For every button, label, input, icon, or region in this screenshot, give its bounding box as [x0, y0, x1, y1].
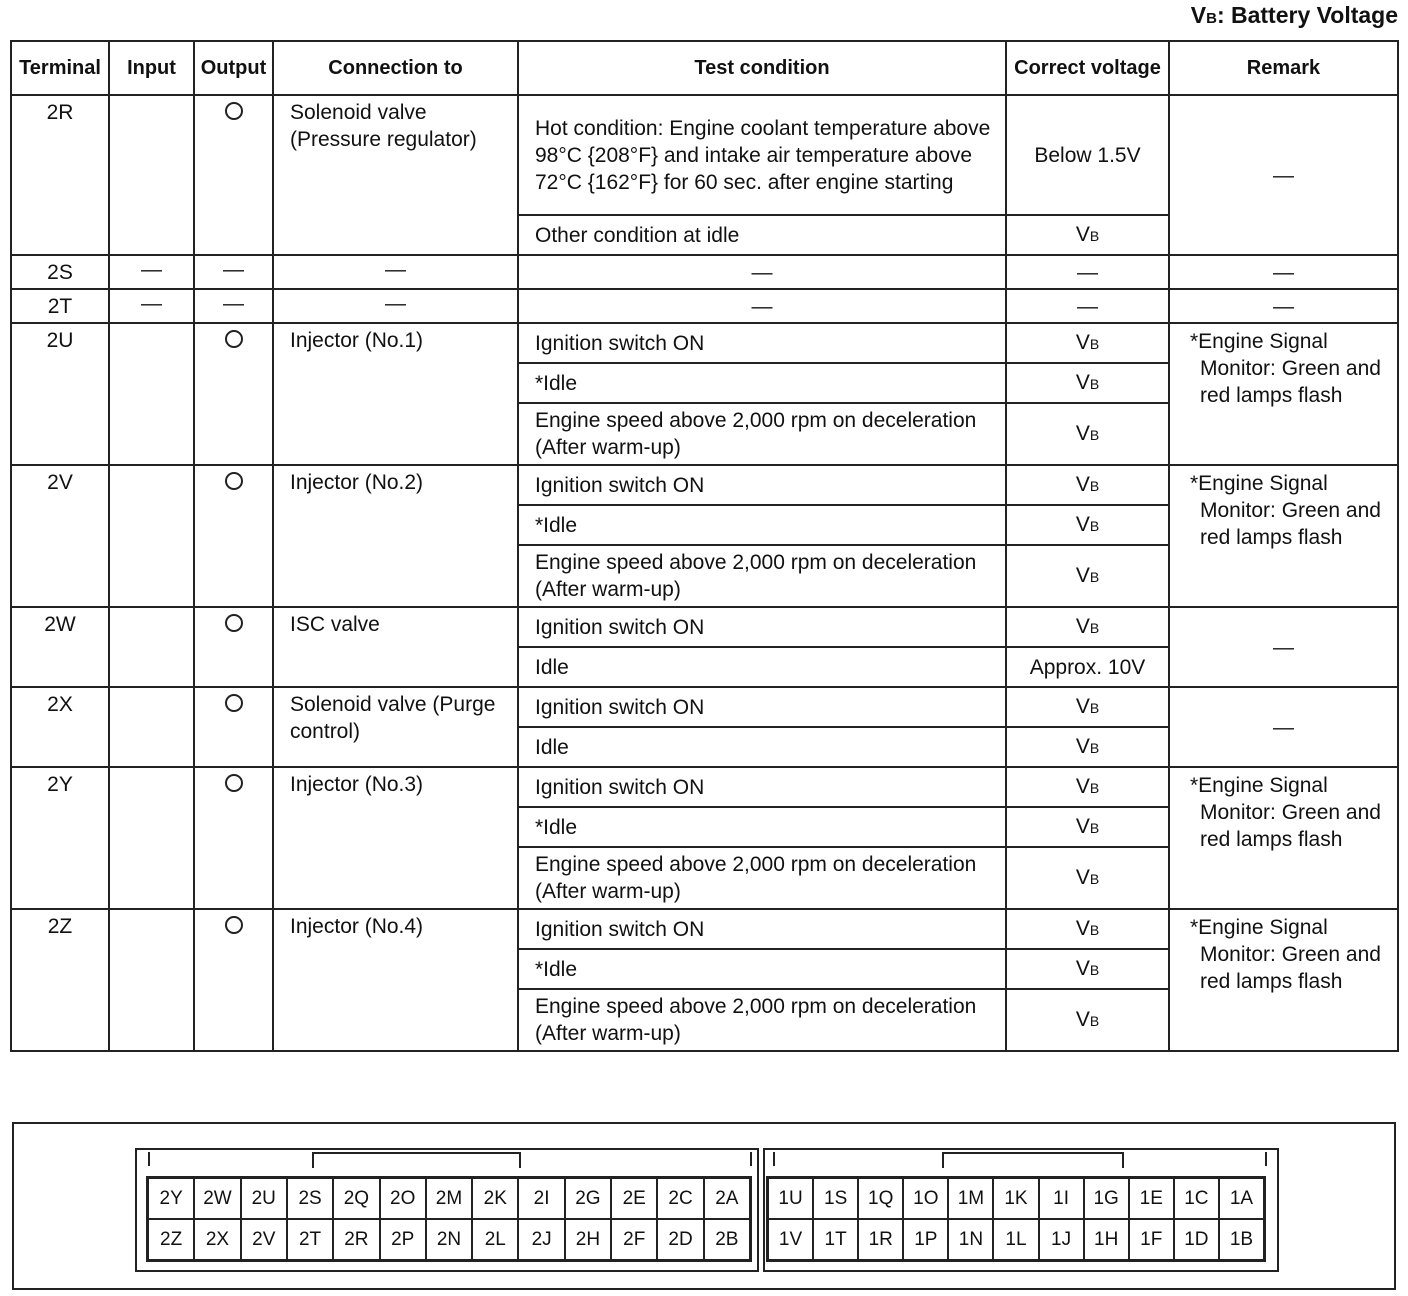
output-cell	[194, 687, 273, 767]
input-cell: —	[109, 255, 194, 289]
correct-voltage-cell: VB	[1006, 989, 1169, 1051]
connector-pin: 2I	[518, 1178, 564, 1219]
output-cell	[194, 607, 273, 687]
test-condition-cell: Engine speed above 2,000 rpm on deceleration (After warm-up)	[518, 403, 1006, 465]
test-condition-cell: Hot condition: Engine coolant temperature above 98°C {208°F} and intake air temperature above 72°C {162°F} for 60 sec. after engine starting	[518, 95, 1006, 215]
test-condition-cell: Engine speed above 2,000 rpm on deceleration (After warm-up)	[518, 847, 1006, 909]
connection-cell: ISC valve	[273, 607, 518, 687]
test-condition-cell: Engine speed above 2,000 rpm on deceleration (After warm-up)	[518, 545, 1006, 607]
terminal-cell: 2U	[11, 323, 109, 465]
input-cell	[109, 767, 194, 909]
connector-pin: 1R	[858, 1219, 903, 1260]
input-cell	[109, 465, 194, 607]
connection-cell: Injector (No.4)	[273, 909, 518, 1051]
correct-voltage-cell: VB	[1006, 545, 1169, 607]
test-condition-cell: Other condition at idle	[518, 215, 1006, 255]
correct-voltage-cell: VB	[1006, 215, 1169, 255]
output-circle-icon	[225, 472, 243, 490]
input-cell	[109, 95, 194, 255]
test-condition-cell: *Idle	[518, 807, 1006, 847]
output-circle-icon	[225, 102, 243, 120]
connector-pin: 2G	[565, 1178, 611, 1219]
table-row	[11, 323, 1398, 363]
connector-pin: 2M	[426, 1178, 472, 1219]
connector-left-pins	[146, 1176, 752, 1262]
connection-cell: Injector (No.2)	[273, 465, 518, 607]
connector-pin: 1E	[1129, 1178, 1174, 1219]
connector-pin: 1F	[1129, 1219, 1174, 1260]
test-condition-cell: —	[518, 289, 1006, 323]
remark-cell: —	[1169, 95, 1398, 255]
correct-voltage-cell: —	[1006, 289, 1169, 323]
table-row	[11, 255, 1398, 289]
correct-voltage-cell: Below 1.5V	[1006, 95, 1169, 215]
connector-pin: 1V	[768, 1219, 813, 1260]
connector-pin: 1N	[948, 1219, 993, 1260]
connector-pin: 1L	[993, 1219, 1038, 1260]
connector-pin: 2N	[426, 1219, 472, 1260]
terminal-voltage-table	[10, 40, 1399, 1052]
connection-cell: Injector (No.3)	[273, 767, 518, 909]
terminal-cell: 2S	[11, 255, 109, 289]
table-row	[11, 687, 1398, 727]
connector-right-key	[942, 1152, 1124, 1168]
test-condition-cell: Idle	[518, 647, 1006, 687]
remark-cell: —	[1169, 687, 1398, 767]
header-row	[11, 41, 1398, 95]
connector-pin: 2Y	[148, 1178, 194, 1219]
output-cell	[194, 323, 273, 465]
header-terminal: Terminal	[11, 41, 109, 95]
remark-cell: *Engine Signal Monitor: Green and red lamps flash	[1169, 465, 1398, 607]
remark-cell: —	[1169, 607, 1398, 687]
test-condition-cell: Ignition switch ON	[518, 767, 1006, 807]
test-condition-cell: *Idle	[518, 505, 1006, 545]
connector-pin: 2J	[518, 1219, 564, 1260]
connector-pin: 2Z	[148, 1219, 194, 1260]
connector-pin: 1H	[1084, 1219, 1129, 1260]
connector-pin: 1A	[1219, 1178, 1264, 1219]
header-test-condition: Test condition	[518, 41, 1006, 95]
table-row	[11, 465, 1398, 505]
connector-pin: 1B	[1219, 1219, 1264, 1260]
connector-pin: 2V	[241, 1219, 287, 1260]
test-condition-cell: *Idle	[518, 363, 1006, 403]
test-condition-cell: *Idle	[518, 949, 1006, 989]
output-cell	[194, 465, 273, 607]
legend-text: : Battery Voltage	[1216, 2, 1398, 28]
correct-voltage-cell: VB	[1006, 687, 1169, 727]
terminal-cell: 2V	[11, 465, 109, 607]
connector-pin: 2X	[194, 1219, 240, 1260]
connector-pin: 1S	[813, 1178, 858, 1219]
connector-pin: 2T	[287, 1219, 333, 1260]
correct-voltage-cell: VB	[1006, 807, 1169, 847]
output-cell	[194, 767, 273, 909]
correct-voltage-cell: VB	[1006, 505, 1169, 545]
connector-pin: 1P	[903, 1219, 948, 1260]
connector-pin: 2W	[194, 1178, 240, 1219]
correct-voltage-cell: VB	[1006, 847, 1169, 909]
output-circle-icon	[225, 330, 243, 348]
connection-cell: —	[273, 255, 518, 289]
connector-pin: 2D	[657, 1219, 703, 1260]
correct-voltage-cell: VB	[1006, 363, 1169, 403]
connection-cell: Solenoid valve (Purge control)	[273, 687, 518, 767]
connector-pin: 1I	[1039, 1178, 1084, 1219]
remark-cell: *Engine Signal Monitor: Green and red lamps flash	[1169, 323, 1398, 465]
terminal-cell: 2R	[11, 95, 109, 255]
legend-symbol: V	[1190, 2, 1207, 28]
connector-pin: 1M	[948, 1178, 993, 1219]
output-cell	[194, 95, 273, 255]
connector-pin: 2B	[704, 1219, 750, 1260]
connector-pin: 2U	[241, 1178, 287, 1219]
test-condition-cell: Ignition switch ON	[518, 607, 1006, 647]
input-cell	[109, 909, 194, 1051]
correct-voltage-cell: VB	[1006, 767, 1169, 807]
correct-voltage-cell: VB	[1006, 909, 1169, 949]
header-connection: Connection to	[273, 41, 518, 95]
output-cell: —	[194, 255, 273, 289]
connector-pin: 2C	[657, 1178, 703, 1219]
correct-voltage-cell: VB	[1006, 403, 1169, 465]
test-condition-cell: Ignition switch ON	[518, 323, 1006, 363]
test-condition-cell: —	[518, 255, 1006, 289]
header-correct-voltage: Correct voltage	[1006, 41, 1169, 95]
input-cell	[109, 323, 194, 465]
connector-pin: 1G	[1084, 1178, 1129, 1219]
correct-voltage-cell: VB	[1006, 949, 1169, 989]
terminal-cell: 2Z	[11, 909, 109, 1051]
connector-pin: 2L	[472, 1219, 518, 1260]
connector-pin: 1J	[1039, 1219, 1084, 1260]
output-circle-icon	[225, 916, 243, 934]
battery-voltage-legend	[1191, 2, 1398, 29]
connector-pin: 2O	[380, 1178, 426, 1219]
connection-cell: Injector (No.1)	[273, 323, 518, 465]
remark-cell: —	[1169, 289, 1398, 323]
test-condition-cell: Ignition switch ON	[518, 687, 1006, 727]
connector-pin: 1D	[1174, 1219, 1219, 1260]
table-row	[11, 607, 1398, 647]
header-input: Input	[109, 41, 194, 95]
connection-cell: Solenoid valve (Pressure regulator)	[273, 95, 518, 255]
connector-pin: 1C	[1174, 1178, 1219, 1219]
table-row	[11, 767, 1398, 807]
input-cell	[109, 607, 194, 687]
header-output: Output	[194, 41, 273, 95]
test-condition-cell: Idle	[518, 727, 1006, 767]
output-cell	[194, 909, 273, 1051]
connector-pin: 2K	[472, 1178, 518, 1219]
table-row	[11, 95, 1398, 215]
table-row	[11, 909, 1398, 949]
connector-pin: 2A	[704, 1178, 750, 1219]
test-condition-cell: Engine speed above 2,000 rpm on deceleration (After warm-up)	[518, 989, 1006, 1051]
connector-pin: 2H	[565, 1219, 611, 1260]
connector-right-pins	[766, 1176, 1266, 1262]
output-circle-icon	[225, 774, 243, 792]
connector-pin: 2Q	[333, 1178, 379, 1219]
table-row	[11, 289, 1398, 323]
connector-left-key	[312, 1152, 521, 1168]
correct-voltage-cell: VB	[1006, 607, 1169, 647]
test-condition-cell: Ignition switch ON	[518, 909, 1006, 949]
connector-pin: 1O	[903, 1178, 948, 1219]
connector-pin: 2R	[333, 1219, 379, 1260]
connector-pin: 2P	[380, 1219, 426, 1260]
connector-pin: 2S	[287, 1178, 333, 1219]
legend-subscript: B	[1206, 10, 1217, 27]
input-cell: —	[109, 289, 194, 323]
output-circle-icon	[225, 694, 243, 712]
correct-voltage-cell: —	[1006, 255, 1169, 289]
output-cell: —	[194, 289, 273, 323]
connector-pin: 1T	[813, 1219, 858, 1260]
connection-cell: —	[273, 289, 518, 323]
test-condition-cell: Ignition switch ON	[518, 465, 1006, 505]
header-remark: Remark	[1169, 41, 1398, 95]
connector-pin: 1U	[768, 1178, 813, 1219]
correct-voltage-cell: VB	[1006, 323, 1169, 363]
output-circle-icon	[225, 614, 243, 632]
correct-voltage-cell: Approx. 10V	[1006, 647, 1169, 687]
connector-pin: 2F	[611, 1219, 657, 1260]
remark-cell: *Engine Signal Monitor: Green and red lamps flash	[1169, 767, 1398, 909]
connector-pin: 1Q	[858, 1178, 903, 1219]
remark-cell: —	[1169, 255, 1398, 289]
terminal-cell: 2X	[11, 687, 109, 767]
remark-cell: *Engine Signal Monitor: Green and red lamps flash	[1169, 909, 1398, 1051]
connector-pin: 1K	[993, 1178, 1038, 1219]
terminal-cell: 2T	[11, 289, 109, 323]
terminal-cell: 2Y	[11, 767, 109, 909]
correct-voltage-cell: VB	[1006, 465, 1169, 505]
connector-pin: 2E	[611, 1178, 657, 1219]
correct-voltage-cell: VB	[1006, 727, 1169, 767]
input-cell	[109, 687, 194, 767]
terminal-cell: 2W	[11, 607, 109, 687]
